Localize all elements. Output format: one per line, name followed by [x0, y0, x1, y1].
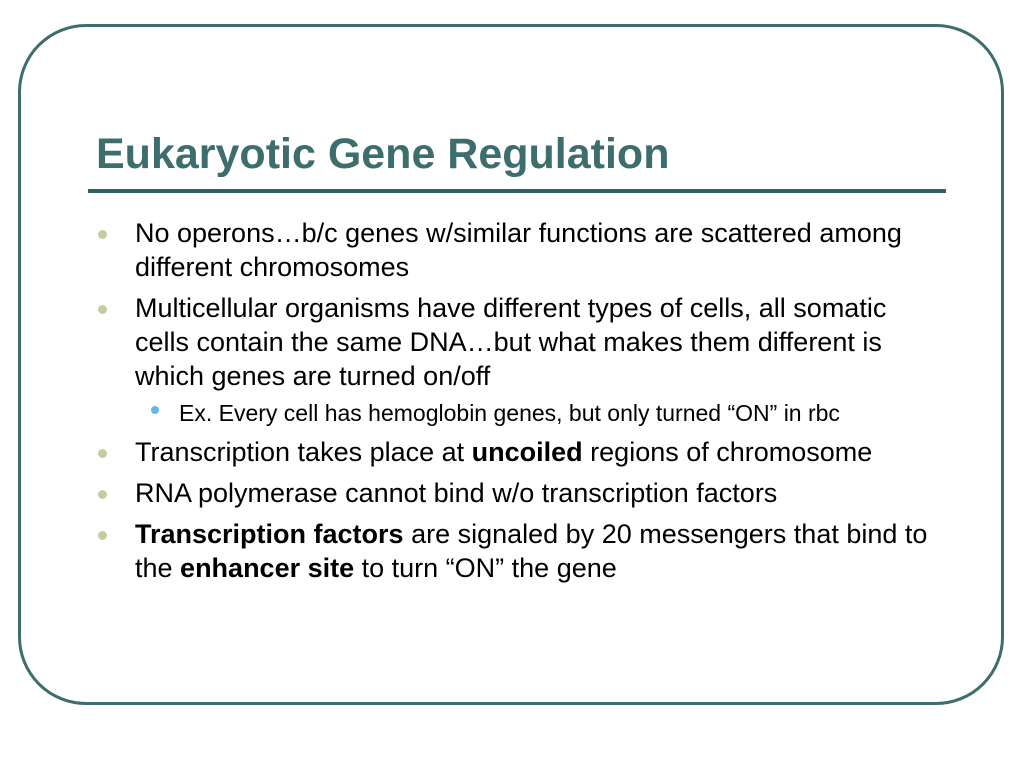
- bullet-text-part: Transcription takes place at: [135, 437, 472, 467]
- bullet-dot-icon: [98, 305, 107, 314]
- sub-bullet-list: [135, 398, 942, 428]
- bullet-text: RNA polymerase cannot bind w/o transcription factors: [135, 478, 778, 508]
- bullet-list: [92, 216, 942, 592]
- bullet-text: No operons…b/c genes w/similar functions are scattered among different chromosomes: [135, 218, 902, 282]
- bullet-text-part: to turn “ON” the gene: [354, 553, 617, 583]
- bullet-text-bold: Transcription factors: [135, 519, 404, 549]
- bullet-item-no-operons: [92, 216, 942, 284]
- bullet-text-bold: uncoiled: [471, 437, 583, 467]
- sub-bullet-text: Ex. Every cell has hemoglobin genes, but only turned “ON” in rbc: [179, 400, 840, 426]
- bullet-item-multicellular: [92, 291, 942, 428]
- bullet-dot-icon: [98, 449, 107, 458]
- bullet-item-transcription-factors: [92, 517, 942, 585]
- bullet-item-rna-polymerase: [92, 476, 942, 510]
- bullet-text-part: regions of chromosome: [582, 437, 873, 467]
- bullet-text: Multicellular organisms have different types of cells, all somatic cells contain the same DNA…but what makes them different is which genes are turned on/off: [135, 293, 887, 391]
- bullet-dot-icon: [98, 230, 107, 239]
- bullet-text-bold: enhancer site: [180, 553, 355, 583]
- bullet-text-part: are signaled by 20 messengers that bind to the: [135, 519, 928, 583]
- bullet-dot-icon: [98, 531, 107, 540]
- title-divider: [88, 189, 946, 193]
- sub-bullet-item-hemoglobin: [135, 398, 942, 428]
- sub-bullet-dot-icon: [151, 406, 159, 414]
- slide-title: Eukaryotic Gene Regulation: [96, 130, 670, 178]
- bullet-item-transcription-uncoiled: [92, 435, 942, 469]
- bullet-dot-icon: [98, 490, 107, 499]
